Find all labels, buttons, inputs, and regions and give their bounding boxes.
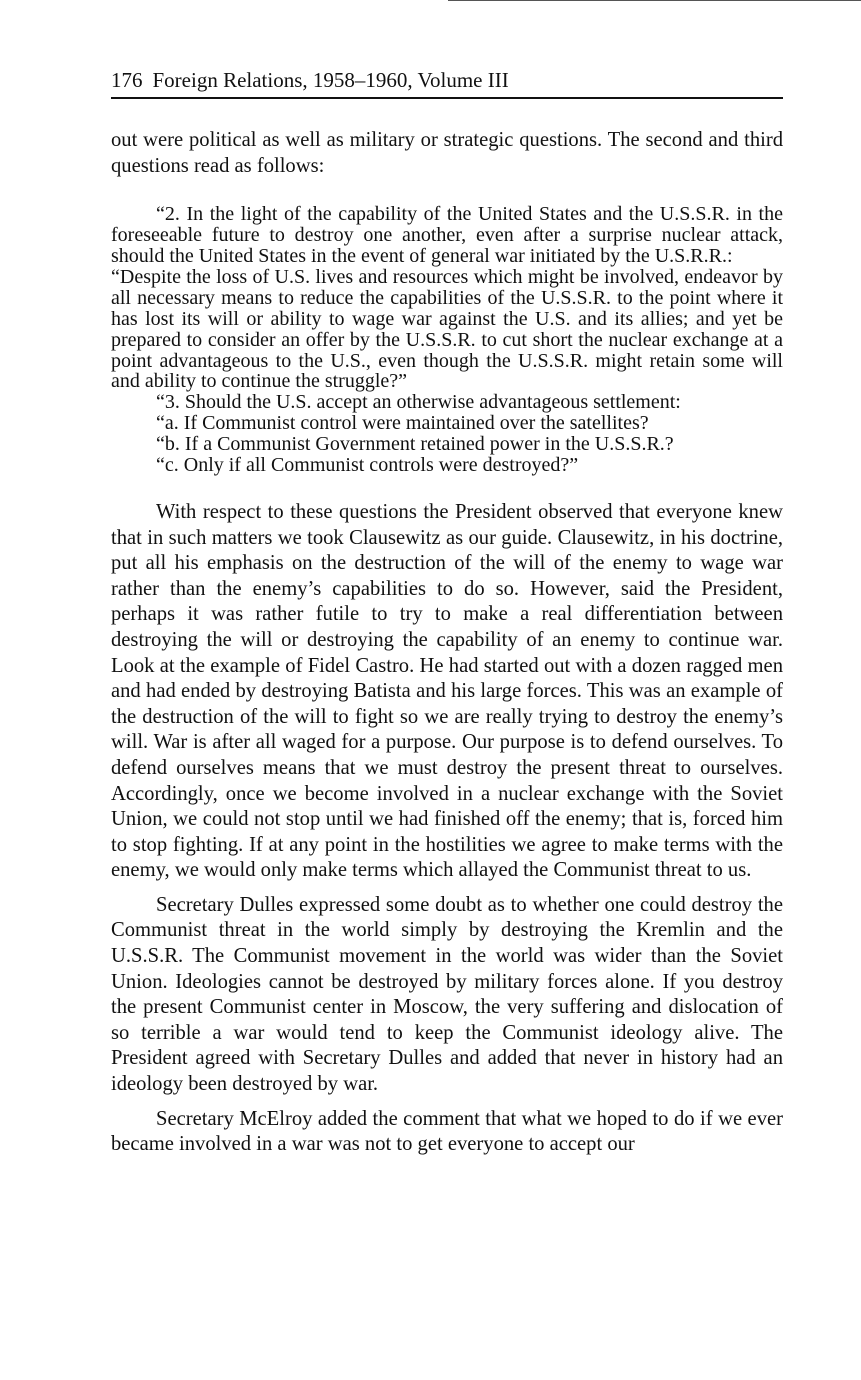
question-3: “3. Should the U.S. accept an otherwise advantageous settlement: <box>156 391 681 414</box>
question-2: “2. In the light of the capability of the United States and the U.S.S.R. in the foreseeable future to destroy one another, even after a surprise nuclear attack, should the United States in the event of general war initiated by the U.S.R.R.: <box>111 203 783 267</box>
top-edge-rule <box>448 0 861 1</box>
running-header <box>111 66 783 99</box>
volume-title: Foreign Relations, 1958–1960, Volume III <box>152 68 509 92</box>
page-number: 176 <box>111 68 143 92</box>
question-2-detail: “Despite the loss of U.S. lives and resources which might be involved, endeavor by all necessary means to reduce the capabilities of the U.S.S.R. to the point where it has lost its will or ability to wage war against the U.S. and its allies; and yet be prepared to consider an offer by the U.S.S.R. to cut short the nuclear exchange at a point advantageous to the U.S., even though the U.S.S.R. might retain some will and ability to continue the struggle?” <box>111 265 783 393</box>
document-page <box>111 66 783 1158</box>
paragraph-president-clausewitz: With respect to these questions the President observed that everyone knew that in such matters we took Clausewitz as our guide. Clausewitz, in his doctrine, put all his emphasis on the destruction of the will of the enemy to wage war rather than the enemy’s capabilities to do so. However, said the President, perhaps it was rather futile to try to make a real differentiation between destroying the will or destroying the capability of an enemy to continue war. Look at the example of Fidel Castro. He had started out with a dozen ragged men and had ended by destroying Batista and his large forces. This was an example of the destruction of the will to fight so we are really trying to destroy the enemy’s will. War is after all waged for a purpose. Our purpose is to defend ourselves. To defend ourselves means that we must destroy the present threat to ourselves. Accordingly, once we become involved in a nuclear exchange with the Soviet Union, we could not stop until we had finished off the enemy; that is, forced him to stop fighting. If at any point in the hostilities we agree to make terms with the enemy, we would only make terms which allayed the Communist threat to us. <box>111 500 783 882</box>
question-3a: “a. If Communist control were maintained over the satellites? <box>156 412 649 435</box>
quoted-questions <box>111 204 783 476</box>
paragraph-dulles: Secretary Dulles expressed some doubt as to whether one could destroy the Communist threat in the world simply by destroying the Kremlin and the U.S.S.R. The Communist movement in the world was wider than the Soviet Union. Ideologies cannot be destroyed by military forces alone. If you destroy the present Communist center in Moscow, the very suffering and dislocation of so terrible a war would tend to keep the Communist ideology alive. The President agreed with Secretary Dulles and added that never in history had an ideology been destroyed by war. <box>111 893 783 1096</box>
question-3b: “b. If a Communist Government retained power in the U.S.S.R.? <box>156 433 674 456</box>
question-3c: “c. Only if all Communist controls were destroyed?” <box>156 454 579 477</box>
paragraph-mcelroy: Secretary McElroy added the comment that what we hoped to do if we ever became involved in a war was not to get everyone to accept our <box>111 1107 783 1156</box>
paragraph-continuation: out were political as well as military or strategic questions. The second and third questions read as follows: <box>111 129 783 177</box>
